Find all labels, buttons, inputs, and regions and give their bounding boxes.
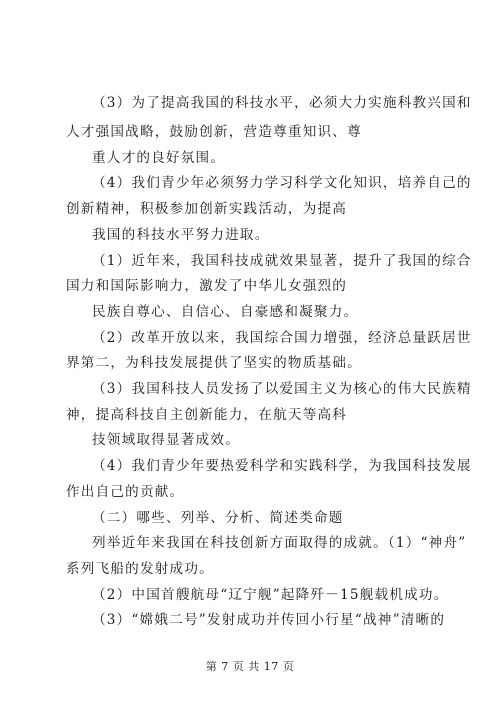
text-line-2: 人才强国战略，鼓励创新，营造尊重知识、尊 [66, 124, 362, 140]
text-line-8: 国力和国际影响力，激发了中华儿女强烈的 [66, 278, 348, 294]
text-line-17: （二）哪些、列举、分析、简述类命题 [92, 510, 344, 526]
text-line-10: （2）改革开放以来，我国综合国力增强，经济总量跃居世 [92, 330, 472, 346]
text-line-4: （4）我们青少年必须努力学习科学文化知识，培养自己的 [92, 175, 472, 191]
text-line-14: 技领域取得显著成效。 [92, 432, 240, 448]
text-line-12: （3）我国科技人员发扬了以爱国主义为核心的伟大民族精 [92, 381, 472, 397]
page-number-footer: 第 7 页 共 17 页 [205, 660, 295, 673]
text-line-13: 神，提高科技自主创新能力，在航天等高科 [66, 407, 348, 423]
text-line-19: 系列飞船的发射成功。 [66, 561, 214, 577]
text-line-1: （3）为了提高我国的科技水平，必须大力实施科教兴国和 [92, 95, 472, 111]
text-line-3: 重人才的良好氛围。 [92, 150, 226, 166]
text-line-21: （3）“嫦娥二号”发射成功并传回小行星“战神”清晰的 [92, 612, 446, 628]
text-line-11: 界第二，为科技发展提供了坚实的物质基础。 [66, 355, 362, 371]
text-line-15: （4）我们青少年要热爱科学和实践科学，为我国科技发展 [92, 458, 472, 474]
text-line-20: （2）中国首艘航母“辽宁舰”起降歼－15舰载机成功。 [92, 587, 449, 603]
text-line-16: 作出自己的贡献。 [66, 484, 185, 500]
text-line-7: （1）近年来，我国科技成就效果显著，提升了我国的综合 [92, 253, 472, 269]
text-line-5: 创新精神，积极参加创新实践活动，为提高 [66, 201, 348, 217]
text-line-9: 民族自尊心、自信心、自豪感和凝聚力。 [92, 304, 359, 320]
text-line-6: 我国的科技水平努力进取。 [92, 227, 270, 243]
text-line-18: 列举近年来我国在科技创新方面取得的成就。（1）“神舟” [92, 535, 467, 551]
